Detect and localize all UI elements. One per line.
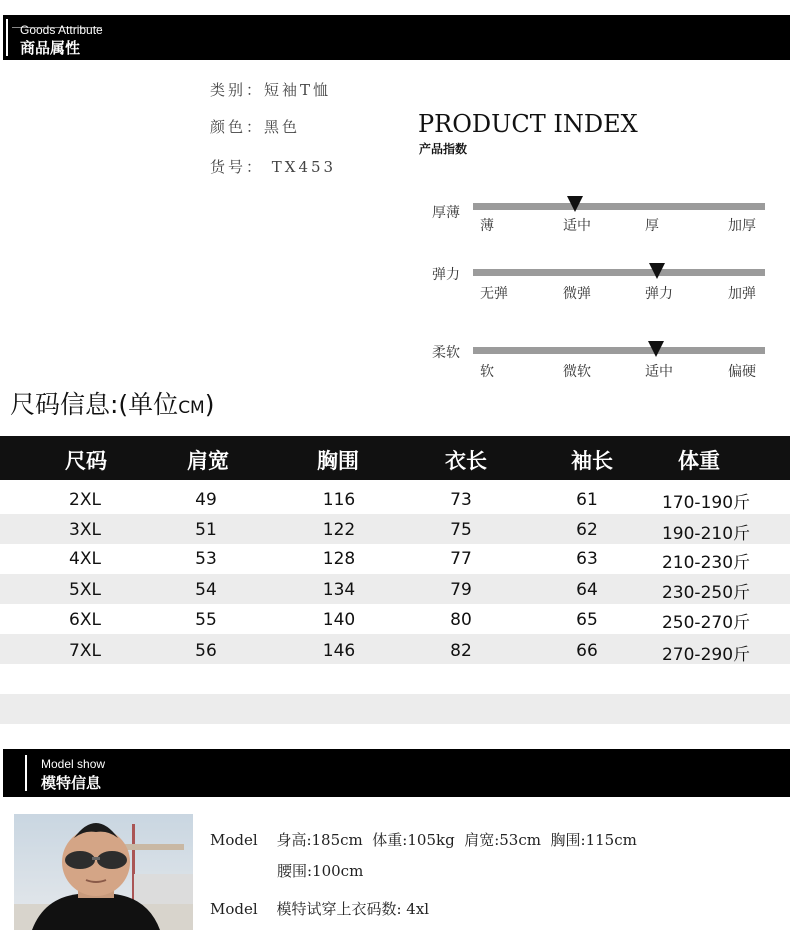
index-label: 厚薄 [432, 205, 460, 221]
index-track [473, 269, 765, 276]
table-cell: 82 [450, 641, 472, 661]
table-cell: 140 [322, 610, 356, 630]
attribute-value: 黑色 [264, 118, 301, 136]
attribute-item-number [210, 156, 336, 177]
banner-title-en: Goods Attribute [20, 23, 103, 37]
model-label: Model [210, 900, 258, 918]
goods-attribute-banner [0, 15, 790, 60]
banner-title-zh: 商品属性 [20, 39, 81, 57]
index-marker-icon [648, 341, 664, 357]
column-header-weight: 体重 [678, 449, 720, 473]
attribute-value: 短袖T恤 [264, 81, 332, 99]
table-cell: 63 [576, 549, 598, 569]
index-option: 薄 [480, 218, 494, 234]
attribute-category [210, 79, 331, 100]
table-cell: 270-290斤 [661, 645, 751, 665]
table-cell: 5XL [69, 580, 101, 600]
table-cell: 2XL [69, 490, 101, 510]
index-marker-icon [567, 196, 583, 212]
table-cell: 75 [450, 520, 472, 540]
index-option: 偏硬 [728, 364, 756, 380]
table-cell: 210-230斤 [661, 553, 751, 573]
attribute-label: 货号： [210, 158, 265, 176]
table-cell: 6XL [69, 610, 101, 630]
table-cell: 51 [195, 520, 217, 540]
index-label: 柔软 [432, 345, 460, 361]
banner-title-zh: 模特信息 [41, 774, 102, 792]
banner-title-en: Model show [41, 757, 106, 771]
index-option: 加弹 [728, 286, 756, 302]
table-cell: 80 [450, 610, 472, 630]
product-index-title: PRODUCT INDEX [418, 110, 638, 138]
index-option: 适中 [645, 364, 673, 380]
size-table-header [0, 436, 790, 480]
table-cell: 170-190斤 [661, 493, 751, 513]
index-option: 微软 [563, 364, 591, 380]
table-cell: 146 [322, 641, 356, 661]
model-try-on-text: 模特试穿上衣码数: 4xl [276, 900, 430, 918]
table-cell: 116 [322, 490, 356, 510]
table-cell: 64 [576, 580, 598, 600]
index-option: 厚 [645, 218, 659, 234]
column-header-shoulder: 肩宽 [187, 449, 229, 473]
banner-accent-bar [0, 749, 3, 797]
table-cell: 3XL [69, 520, 101, 540]
table-cell: 230-250斤 [661, 583, 751, 603]
table-cell: 7XL [69, 641, 101, 661]
table-cell: 53 [195, 549, 217, 569]
banner-accent-bar-thin [25, 755, 27, 791]
column-header-chest: 胸围 [317, 449, 359, 473]
table-cell: 62 [576, 520, 598, 540]
size-heading-unit: CM [178, 398, 205, 418]
index-option: 加厚 [728, 218, 756, 234]
column-header-length: 衣长 [445, 449, 487, 473]
table-cell: 56 [195, 641, 217, 661]
table-row-empty [0, 694, 790, 724]
model-measurements-text: 身高:185cm 体重:105kg 肩宽:53cm 胸围:115cm [276, 831, 637, 849]
index-track [473, 347, 765, 354]
index-option: 适中 [563, 218, 591, 234]
table-cell: 122 [322, 520, 356, 540]
table-cell: 49 [195, 490, 217, 510]
banner-accent-bar-thin [6, 19, 8, 56]
index-option: 微弹 [563, 286, 591, 302]
index-option: 无弹 [480, 286, 508, 302]
table-cell: 65 [576, 610, 598, 630]
product-index-subtitle: 产品指数 [419, 142, 468, 156]
model-waist [277, 860, 363, 881]
table-cell: 4XL [69, 549, 101, 569]
model-photo-image [14, 814, 193, 930]
model-show-banner [0, 749, 790, 797]
column-header-size: 尺码 [65, 449, 107, 473]
model-label: Model [210, 831, 258, 849]
table-cell: 73 [450, 490, 472, 510]
model-photo [14, 814, 193, 930]
size-table-heading [10, 385, 215, 421]
size-heading-text: 尺码信息:(单位 [10, 390, 179, 419]
attribute-color [210, 116, 300, 137]
table-cell: 77 [450, 549, 472, 569]
table-cell: 250-270斤 [661, 613, 751, 633]
index-label: 弹力 [432, 267, 460, 283]
column-header-sleeve: 袖长 [571, 449, 613, 473]
attribute-label: 颜色： [210, 118, 265, 136]
model-try-on-size [210, 898, 429, 919]
table-cell: 61 [576, 490, 598, 510]
index-option: 软 [480, 364, 494, 380]
table-cell: 54 [195, 580, 217, 600]
model-waist-text: 腰围:100cm [277, 862, 364, 880]
attribute-value: TX453 [264, 158, 337, 176]
table-cell: 128 [322, 549, 356, 569]
table-cell: 134 [322, 580, 356, 600]
table-cell: 66 [576, 641, 598, 661]
index-track [473, 203, 765, 210]
table-cell: 190-210斤 [661, 524, 751, 544]
index-option: 弹力 [645, 286, 673, 302]
banner-accent-bar [0, 15, 3, 60]
table-cell: 79 [450, 580, 472, 600]
model-measurements [210, 829, 637, 850]
size-heading-end: ) [204, 390, 215, 419]
index-marker-icon [649, 263, 665, 279]
attribute-label: 类别： [210, 81, 265, 99]
table-cell: 55 [195, 610, 217, 630]
